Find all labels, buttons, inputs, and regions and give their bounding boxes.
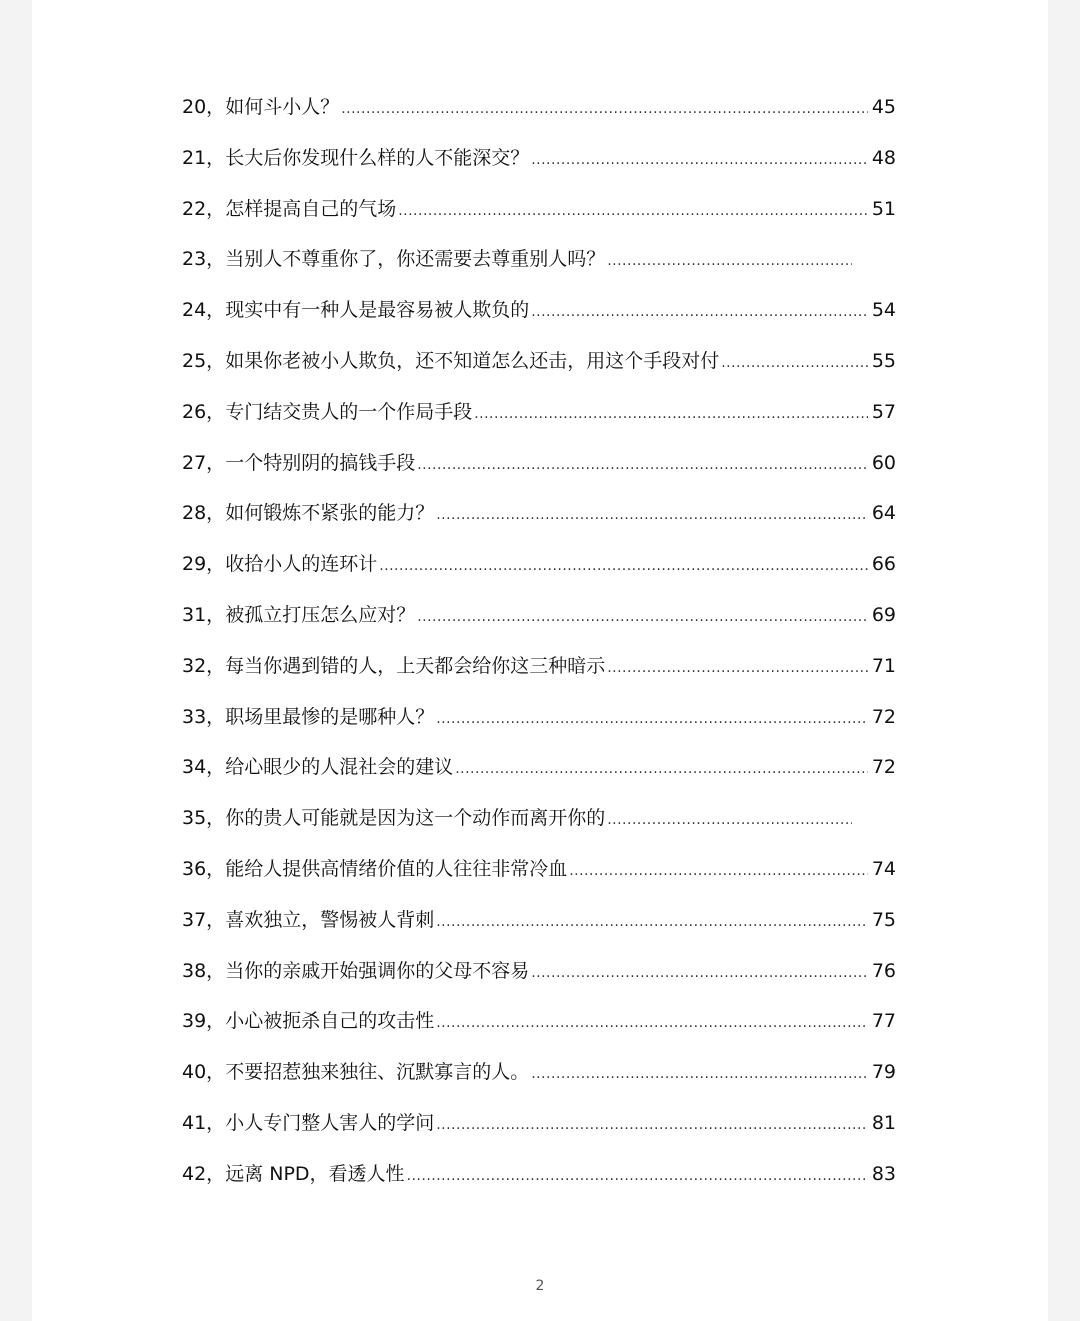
toc-entry[interactable] <box>182 234 896 285</box>
toc-leader-dots <box>341 84 868 135</box>
toc-leader-dots <box>436 897 868 948</box>
toc-entry-title: 当你的亲戚开始强调你的父母不容易 <box>225 959 530 982</box>
toc-entry-title: 专门结交贵人的一个作局手段 <box>225 400 473 423</box>
toc-entry-title: 给心眼少的人混社会的建议 <box>225 756 454 779</box>
toc-entry-number: 29， <box>182 553 226 576</box>
toc-entry-page: 51 <box>871 197 896 220</box>
toc-entry-page: 57 <box>871 400 896 423</box>
toc-entry-number: 35， <box>182 807 226 830</box>
toc-entry-title: 长大后你发现什么样的人不能深交？ <box>225 146 530 169</box>
toc-entry-title: 喜欢独立，警惕被人背刺 <box>225 908 435 931</box>
toc-entry[interactable] <box>182 285 896 336</box>
toc-leader-dots <box>531 948 868 999</box>
toc-entry[interactable] <box>182 184 896 235</box>
toc-entry-page: 45 <box>871 96 896 118</box>
toc-leader-dots <box>417 440 868 491</box>
toc-entry-page: 83 <box>871 1162 896 1185</box>
toc-entry-number: 32， <box>182 654 226 677</box>
toc-entry-title: 当别人不尊重你了，你还需要去尊重别人吗？ <box>225 248 606 271</box>
toc-entry-number: 38， <box>182 959 226 982</box>
toc-entry-number: 40， <box>182 1061 226 1084</box>
toc-entry-title: 如何斗小人？ <box>225 96 340 118</box>
toc-leader-dots <box>607 236 852 287</box>
toc-entry-number: 41， <box>182 1111 226 1134</box>
document-page <box>32 0 1048 1321</box>
toc-entry[interactable] <box>182 336 896 387</box>
toc-entry-number: 28， <box>182 502 226 525</box>
toc-leader-dots <box>436 998 868 1049</box>
toc-entry[interactable] <box>182 1149 896 1200</box>
toc-entry-title: 职场里最惨的是哪种人？ <box>225 705 435 728</box>
toc-entry[interactable] <box>182 590 896 641</box>
toc-entry-title: 能给人提供高情绪价值的人往往非常冷血 <box>225 857 568 880</box>
toc-entry-number: 24， <box>182 299 226 322</box>
toc-entry[interactable] <box>182 1047 896 1098</box>
toc-entry-page: 64 <box>871 502 896 525</box>
toc-entry-page: 72 <box>871 756 896 779</box>
toc-entry-title: 远离 NPD，看透人性 <box>225 1162 405 1185</box>
toc-entry-number: 25， <box>182 349 226 372</box>
toc-entry-number: 20， <box>182 96 226 118</box>
toc-entry-page: 69 <box>871 603 896 626</box>
toc-entry[interactable] <box>182 82 896 133</box>
toc-entry[interactable] <box>182 996 896 1047</box>
toc-entry-number: 26， <box>182 400 226 423</box>
toc-entry[interactable] <box>182 1098 896 1149</box>
toc-entry-page: 79 <box>871 1061 896 1084</box>
toc-entry-number: 39， <box>182 1010 226 1033</box>
toc-entry-number: 33， <box>182 705 226 728</box>
toc-entry-number: 36， <box>182 857 226 880</box>
toc-entry-number: 22， <box>182 197 226 220</box>
toc-leader-dots <box>607 795 852 846</box>
toc-leader-dots <box>417 592 868 643</box>
toc-leader-dots <box>407 1151 868 1202</box>
toc-entry[interactable] <box>182 387 896 438</box>
toc-entry-title: 现实中有一种人是最容易被人欺负的 <box>225 299 530 322</box>
toc-entry-page: 72 <box>871 705 896 728</box>
toc-entry-page: 54 <box>871 299 896 322</box>
toc-entry-title: 你的贵人可能就是因为这一个动作而离开你的 <box>225 807 606 830</box>
toc-leader-dots <box>607 643 868 694</box>
toc-leader-dots <box>721 338 868 389</box>
toc-leader-dots <box>531 287 868 338</box>
toc-entry[interactable] <box>182 641 896 692</box>
toc-entry[interactable] <box>182 133 896 184</box>
toc-entry-title: 小人专门整人害人的学问 <box>225 1111 435 1134</box>
toc-leader-dots <box>455 744 868 795</box>
toc-leader-dots <box>569 846 868 897</box>
toc-entry-number: 21， <box>182 146 226 169</box>
toc-leader-dots <box>531 135 868 186</box>
toc-entry-page: 76 <box>871 959 896 982</box>
toc-entry-number: 42， <box>182 1162 226 1185</box>
toc-entry-title: 每当你遇到错的人，上天都会给你这三种暗示 <box>225 654 606 677</box>
toc-entry-number: 37， <box>182 908 226 931</box>
toc-entry-page: 48 <box>871 146 896 169</box>
toc-entry-title: 收拾小人的连环计 <box>225 553 378 576</box>
toc-entry-page: 60 <box>871 451 896 474</box>
toc-entry-title: 怎样提高自己的气场 <box>225 197 397 220</box>
toc-leader-dots <box>531 1049 868 1100</box>
toc-entry-page: 77 <box>871 1010 896 1033</box>
toc-leader-dots <box>398 186 868 237</box>
toc-leader-dots <box>379 541 868 592</box>
toc-entry[interactable] <box>182 946 896 997</box>
toc-entry-number: 31， <box>182 603 226 626</box>
toc-entry[interactable] <box>182 793 896 844</box>
toc-entry[interactable] <box>182 488 896 539</box>
table-of-contents <box>182 82 896 1200</box>
toc-entry-title: 不要招惹独来独往、沉默寡言的人。 <box>225 1061 530 1084</box>
toc-entry-title: 一个特别阴的搞钱手段 <box>225 451 416 474</box>
toc-entry-number: 23， <box>182 248 226 271</box>
toc-leader-dots <box>436 490 868 541</box>
toc-entry[interactable] <box>182 438 896 489</box>
toc-entry-title: 如果你老被小人欺负，还不知道怎么还击，用这个手段对付 <box>225 349 720 372</box>
toc-leader-dots <box>436 694 868 745</box>
toc-entry-number: 27， <box>182 451 226 474</box>
toc-entry-title: 被孤立打压怎么应对？ <box>225 603 416 626</box>
toc-leader-dots <box>474 389 868 440</box>
toc-entry[interactable] <box>182 539 896 590</box>
toc-entry-page: 81 <box>871 1111 896 1134</box>
toc-entry-title: 如何锻炼不紧张的能力？ <box>225 502 435 525</box>
toc-entry[interactable] <box>182 844 896 895</box>
toc-entry-page: 71 <box>871 654 896 677</box>
toc-entry-page: 55 <box>871 349 896 372</box>
toc-leader-dots <box>436 1100 868 1151</box>
toc-entry[interactable] <box>182 692 896 743</box>
toc-entry-page: 74 <box>871 857 896 880</box>
toc-entry[interactable] <box>182 895 896 946</box>
toc-entry-title: 小心被扼杀自己的攻击性 <box>225 1010 435 1033</box>
toc-entry-number: 34， <box>182 756 226 779</box>
toc-entry[interactable] <box>182 742 896 793</box>
toc-entry-page: 66 <box>871 553 896 576</box>
page-number: 2 <box>535 1278 545 1294</box>
toc-entry-page: 75 <box>871 908 896 931</box>
